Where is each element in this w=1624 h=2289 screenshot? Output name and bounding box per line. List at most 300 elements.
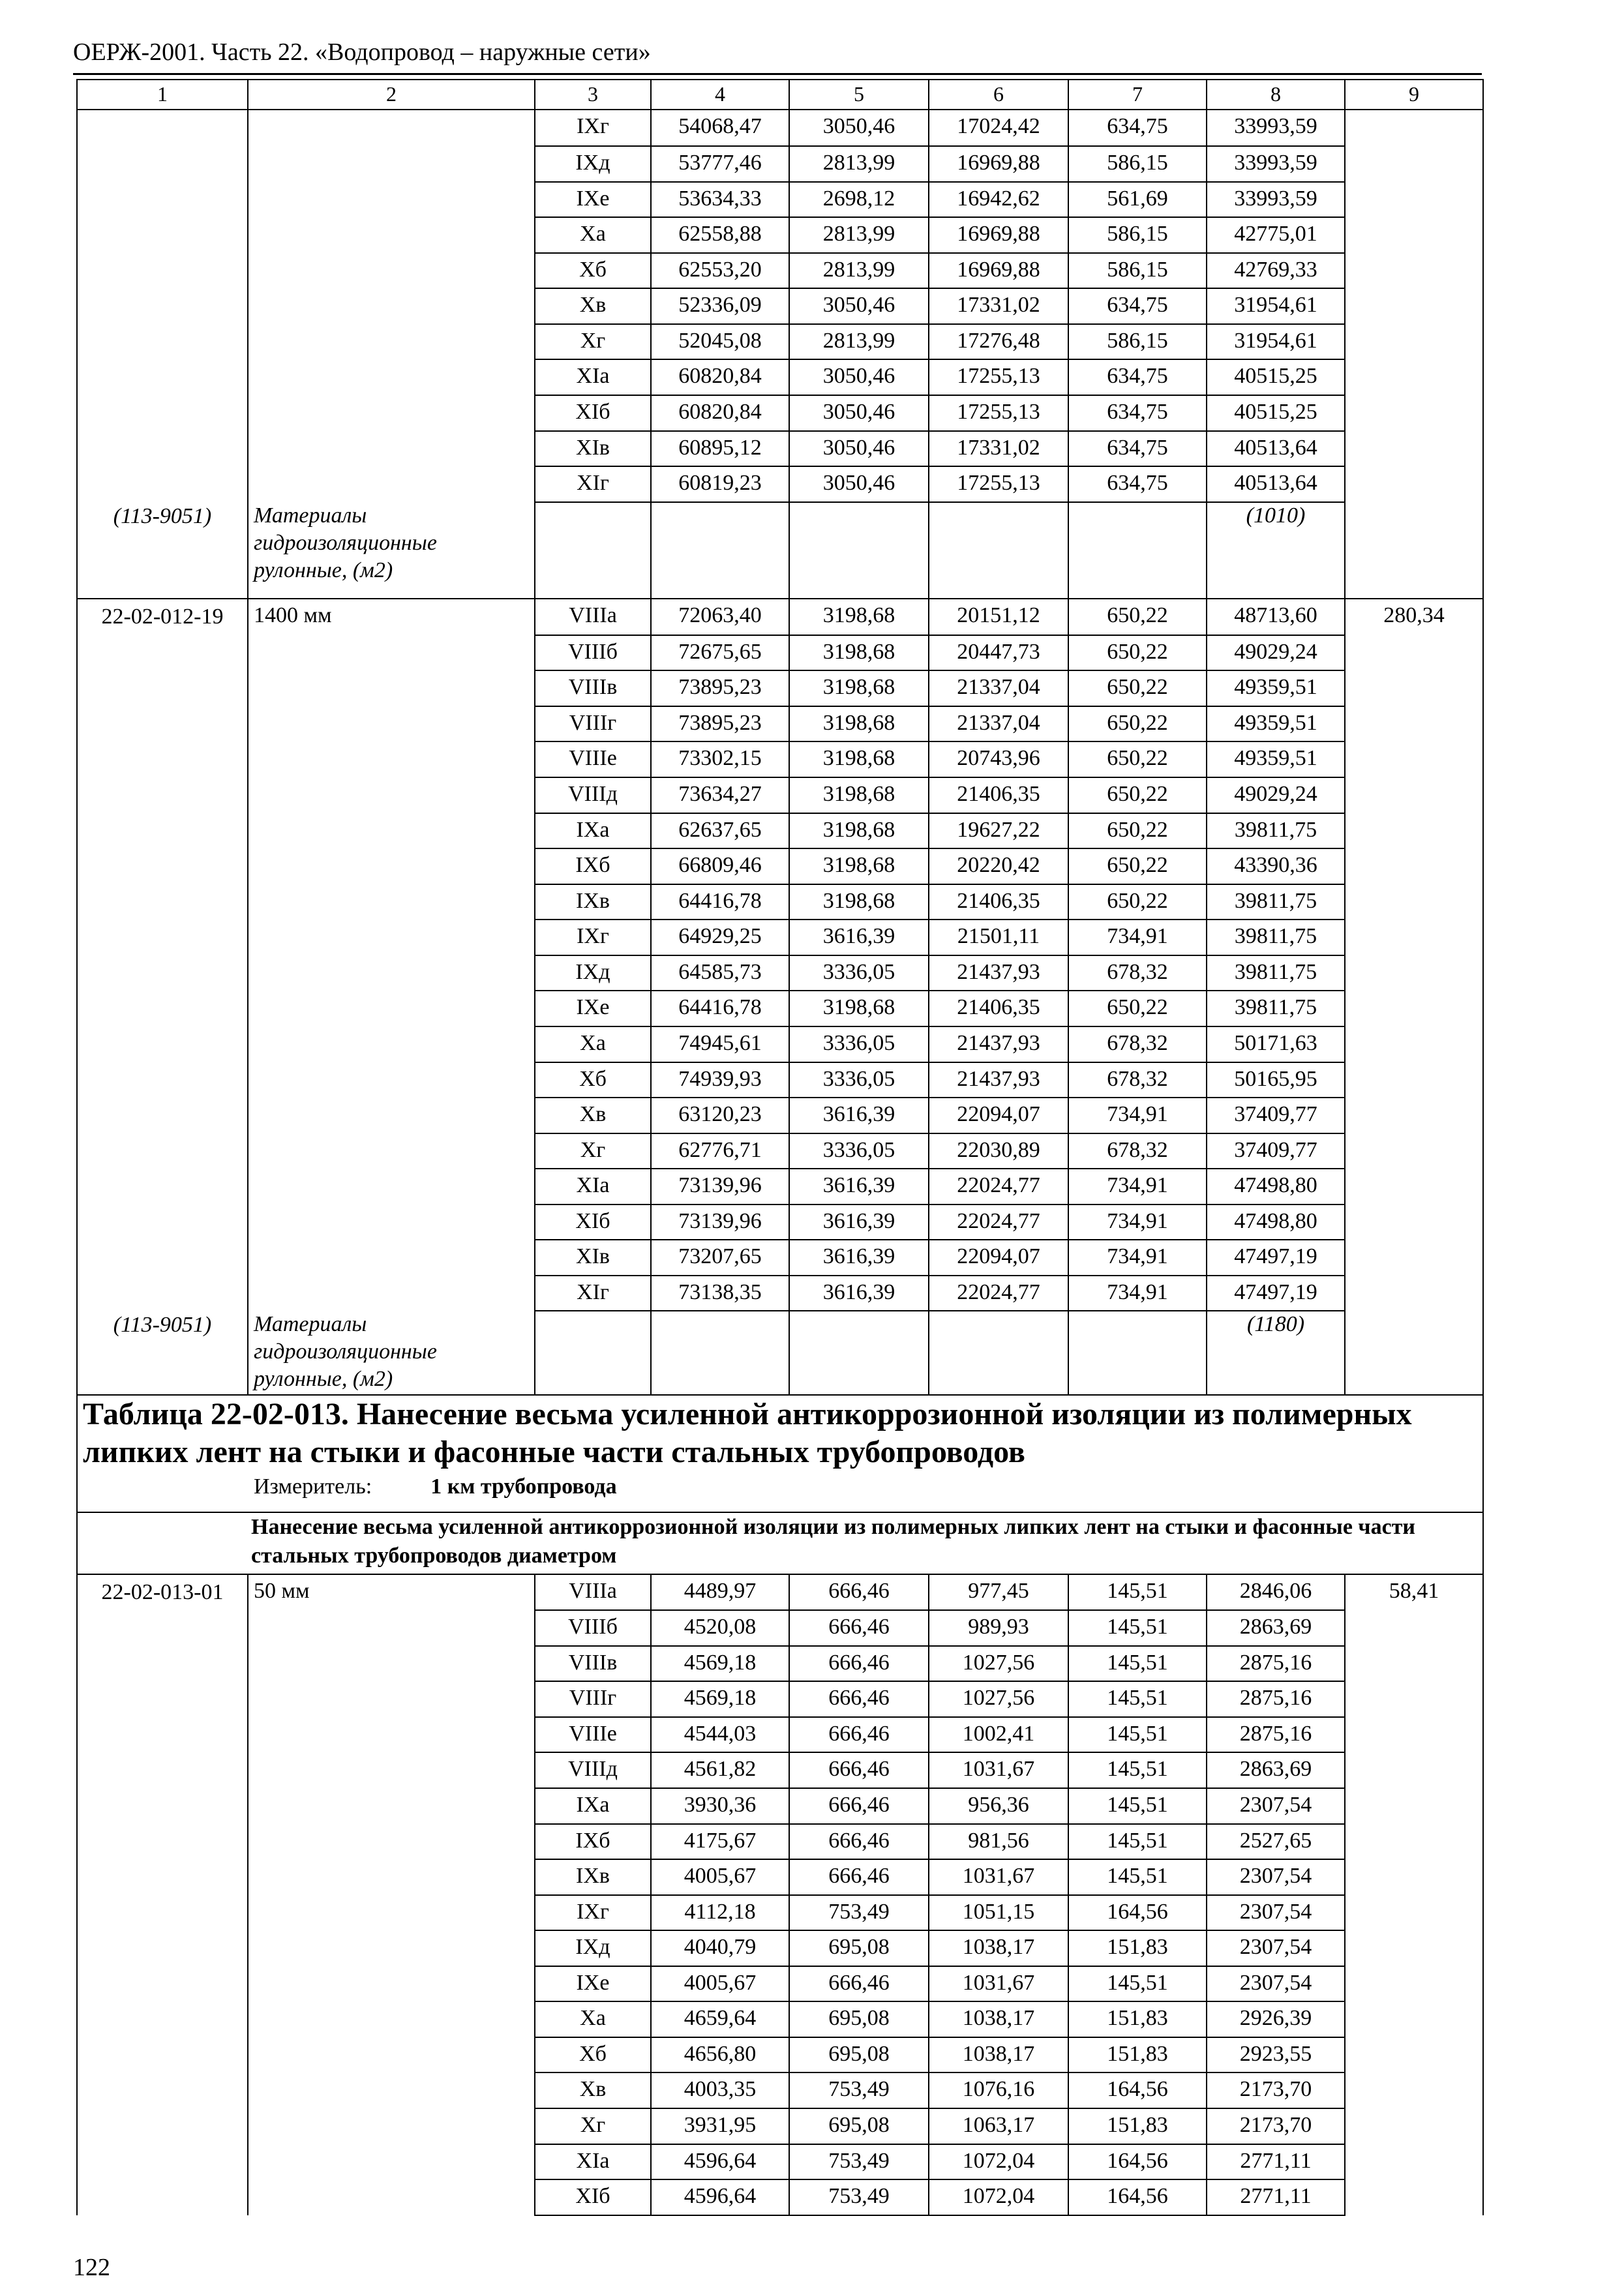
table-row: [77, 1098, 1483, 1133]
table-row: [77, 991, 1483, 1026]
value-cell: 31954,61: [1207, 324, 1345, 360]
table-cell: [248, 466, 535, 502]
table-cell: [77, 1610, 248, 1646]
table-cell: [248, 1930, 535, 1966]
table-cell: [1345, 146, 1483, 182]
value-cell: 40515,25: [1207, 395, 1345, 431]
value-cell: 4659,64: [651, 2001, 789, 2037]
value-cell: 734,91: [1068, 920, 1207, 955]
table-row: [77, 2072, 1483, 2108]
table-cell: [248, 1752, 535, 1788]
table-cell: [248, 670, 535, 706]
unit-value: 1 км трубопровода: [430, 1474, 617, 1499]
value-cell: 21406,35: [929, 991, 1068, 1026]
table-cell: [1345, 2037, 1483, 2073]
value-cell: 1031,67: [929, 1859, 1068, 1895]
table-cell: [77, 288, 248, 324]
table-cell: [77, 431, 248, 467]
value-cell: 21406,35: [929, 777, 1068, 813]
value-cell: 666,46: [789, 1966, 929, 2002]
table-cell: [1345, 2001, 1483, 2037]
table-cell: [1345, 1169, 1483, 1204]
table-cell: [1345, 288, 1483, 324]
table-cell: [1345, 1133, 1483, 1169]
value-cell: 53777,46: [651, 146, 789, 182]
table-cell: [77, 466, 248, 502]
table-cell: [77, 1752, 248, 1788]
zone-cell: VIIIе: [535, 741, 651, 777]
value-cell: 20220,42: [929, 848, 1068, 884]
page-header: ОЕРЖ-2001. Часть 22. «Водопровод – наружные сети»: [73, 38, 651, 66]
table-cell: [248, 955, 535, 991]
table-cell: [1345, 1062, 1483, 1098]
table-cell: [248, 2072, 535, 2108]
value-cell: 3198,68: [789, 813, 929, 849]
value-cell: 20447,73: [929, 635, 1068, 671]
table-cell: [77, 1276, 248, 1311]
value-cell: 666,46: [789, 1824, 929, 1860]
column-number: 3: [535, 80, 651, 110]
value-cell: 40513,64: [1207, 431, 1345, 467]
value-cell: 3616,39: [789, 1169, 929, 1204]
zone-cell: VIIIе: [535, 1717, 651, 1753]
value-cell: 4656,80: [651, 2037, 789, 2073]
value-cell: 734,91: [1068, 1240, 1207, 1276]
table-cell: [77, 1204, 248, 1240]
value-cell: 650,22: [1068, 884, 1207, 920]
table-cell: [77, 1098, 248, 1133]
material-code: (113-9051): [77, 502, 248, 599]
table-cell: [77, 182, 248, 218]
table-row: [77, 1610, 1483, 1646]
value-cell: 650,22: [1068, 599, 1207, 635]
value-cell: 66809,46: [651, 848, 789, 884]
value-cell: 16969,88: [929, 146, 1068, 182]
table-row: [77, 1859, 1483, 1895]
table-cell: [1345, 706, 1483, 742]
value-cell: 2771,11: [1207, 2179, 1345, 2215]
value-cell: 2813,99: [789, 253, 929, 289]
value-cell: 650,22: [1068, 777, 1207, 813]
table-cell: [77, 253, 248, 289]
table-row: [77, 635, 1483, 671]
table-row: [77, 599, 1483, 635]
material-name: Материалы гидроизоляционные рулонные, (м2): [248, 1311, 535, 1394]
zone-cell: IXе: [535, 991, 651, 1026]
value-cell: 74945,61: [651, 1026, 789, 1062]
value-cell: 3616,39: [789, 1240, 929, 1276]
table-row: [77, 1717, 1483, 1753]
value-cell: 2875,16: [1207, 1646, 1345, 1682]
value-cell: 60895,12: [651, 431, 789, 467]
value-cell: 3050,46: [789, 466, 929, 502]
table-cell: [248, 217, 535, 253]
zone-cell: Xг: [535, 1133, 651, 1169]
value-cell: 3930,36: [651, 1788, 789, 1824]
section-title-cell: [77, 1395, 1483, 1512]
zone-cell: IXв: [535, 884, 651, 920]
zone-cell: XIв: [535, 1240, 651, 1276]
value-cell: 37409,77: [1207, 1133, 1345, 1169]
value-cell: 2926,39: [1207, 2001, 1345, 2037]
value-cell: 33993,59: [1207, 146, 1345, 182]
value-cell: 3198,68: [789, 635, 929, 671]
table-row: [77, 1169, 1483, 1204]
table-cell: [1345, 670, 1483, 706]
table-row: [77, 2001, 1483, 2037]
zone-cell: Xв: [535, 1098, 651, 1133]
value-cell: 33993,59: [1207, 110, 1345, 146]
material-code: (113-9051): [77, 1311, 248, 1394]
value-cell: 21501,11: [929, 920, 1068, 955]
value-cell: 17331,02: [929, 288, 1068, 324]
value-cell: 39811,75: [1207, 813, 1345, 849]
value-cell: 666,46: [789, 1610, 929, 1646]
value-cell: 60820,84: [651, 359, 789, 395]
value-cell: 2875,16: [1207, 1681, 1345, 1717]
value-cell: 2923,55: [1207, 2037, 1345, 2073]
value-cell: 1038,17: [929, 2001, 1068, 2037]
value-cell: 4520,08: [651, 1610, 789, 1646]
value-cell: 650,22: [1068, 635, 1207, 671]
table-row: [77, 1062, 1483, 1098]
value-cell: 1038,17: [929, 2037, 1068, 2073]
zone-cell: VIIIд: [535, 777, 651, 813]
table-cell: [248, 1098, 535, 1133]
zone-cell: IXв: [535, 1859, 651, 1895]
value-cell: 753,49: [789, 1895, 929, 1931]
table-row: [77, 670, 1483, 706]
value-cell: 3336,05: [789, 1062, 929, 1098]
zone-cell: VIIIд: [535, 1752, 651, 1788]
zone-cell: IXг: [535, 920, 651, 955]
value-cell: 1072,04: [929, 2179, 1068, 2215]
table-cell: [1345, 1240, 1483, 1276]
table-row: [77, 884, 1483, 920]
zone-cell: VIIIб: [535, 1610, 651, 1646]
zone-cell: Xа: [535, 217, 651, 253]
table-cell: [248, 1240, 535, 1276]
value-cell: 73634,27: [651, 777, 789, 813]
table-cell: [248, 1026, 535, 1062]
value-cell: 42769,33: [1207, 253, 1345, 289]
material-name: Материалы гидроизоляционные рулонные, (м2): [248, 502, 535, 599]
table-cell: [77, 635, 248, 671]
zone-cell: Xб: [535, 2037, 651, 2073]
value-cell: 634,75: [1068, 431, 1207, 467]
value-cell: 60820,84: [651, 395, 789, 431]
table-cell: [535, 502, 651, 599]
value-cell: 39811,75: [1207, 955, 1345, 991]
value-cell: 695,08: [789, 2001, 929, 2037]
value-cell: 678,32: [1068, 1133, 1207, 1169]
table-row: [77, 288, 1483, 324]
value-cell: 40513,64: [1207, 466, 1345, 502]
value-cell: 37409,77: [1207, 1098, 1345, 1133]
value-cell: 734,91: [1068, 1169, 1207, 1204]
zone-cell: Xг: [535, 324, 651, 360]
zone-cell: Xв: [535, 2072, 651, 2108]
value-cell: 145,51: [1068, 1681, 1207, 1717]
table-cell: [248, 1681, 535, 1717]
table-cell: [248, 1276, 535, 1311]
table-cell: [1345, 1752, 1483, 1788]
table-cell: [248, 2179, 535, 2215]
value-cell: 1027,56: [929, 1646, 1068, 1682]
value-cell: 47497,19: [1207, 1240, 1345, 1276]
table-cell: [1345, 635, 1483, 671]
value-cell: 666,46: [789, 1788, 929, 1824]
table-cell: [1345, 253, 1483, 289]
value-cell: 62558,88: [651, 217, 789, 253]
value-cell: 586,15: [1068, 217, 1207, 253]
value-cell: 2771,11: [1207, 2144, 1345, 2180]
zone-cell: IXб: [535, 1824, 651, 1860]
column-number: 6: [929, 80, 1068, 110]
zone-cell: IXд: [535, 146, 651, 182]
value-cell: 62553,20: [651, 253, 789, 289]
value-cell: 52336,09: [651, 288, 789, 324]
table-row: [77, 848, 1483, 884]
table-cell: [77, 813, 248, 849]
value-cell: 3931,95: [651, 2108, 789, 2144]
value-cell: 16942,62: [929, 182, 1068, 218]
value-cell: 2307,54: [1207, 1788, 1345, 1824]
table-cell: [248, 2001, 535, 2037]
table-cell: [77, 1646, 248, 1682]
value-cell: 63120,23: [651, 1098, 789, 1133]
value-cell: 49359,51: [1207, 670, 1345, 706]
table-cell: [77, 1824, 248, 1860]
value-cell: 22094,07: [929, 1240, 1068, 1276]
value-cell: 3336,05: [789, 955, 929, 991]
zone-cell: Xб: [535, 1062, 651, 1098]
zone-cell: XIб: [535, 2179, 651, 2215]
value-cell: 1027,56: [929, 1681, 1068, 1717]
table-cell: [248, 2108, 535, 2144]
value-cell: 145,51: [1068, 1610, 1207, 1646]
value-cell: 4569,18: [651, 1646, 789, 1682]
value-cell: 17255,13: [929, 359, 1068, 395]
table-cell: [651, 1311, 789, 1394]
value-cell: 73207,65: [651, 1240, 789, 1276]
value-cell: 164,56: [1068, 2072, 1207, 2108]
table-row: [77, 1646, 1483, 1682]
table-row: [77, 146, 1483, 182]
value-cell: 4005,67: [651, 1966, 789, 2002]
table-cell: [1345, 359, 1483, 395]
zone-cell: VIIIа: [535, 1574, 651, 1611]
table-row: [77, 395, 1483, 431]
table-cell: [1345, 2144, 1483, 2180]
table-cell: [1068, 502, 1207, 599]
value-cell: 49359,51: [1207, 706, 1345, 742]
value-cell: 650,22: [1068, 991, 1207, 1026]
value-cell: 22024,77: [929, 1276, 1068, 1311]
value-cell: 17255,13: [929, 466, 1068, 502]
table-cell: [77, 2072, 248, 2108]
table-cell: [1345, 1859, 1483, 1895]
table-cell: [77, 217, 248, 253]
table-cell: [248, 1895, 535, 1931]
value-cell: 1031,67: [929, 1966, 1068, 2002]
table-cell: [1345, 431, 1483, 467]
labor-cost: 280,34: [1345, 599, 1483, 635]
rate-name: 50 мм: [248, 1574, 535, 1611]
value-cell: 2863,69: [1207, 1752, 1345, 1788]
table-cell: [1345, 1204, 1483, 1240]
value-cell: 4112,18: [651, 1895, 789, 1931]
value-cell: 73302,15: [651, 741, 789, 777]
zone-cell: IXе: [535, 182, 651, 218]
table-cell: [77, 1681, 248, 1717]
value-cell: 4489,97: [651, 1574, 789, 1611]
table-cell: [789, 1311, 929, 1394]
table-cell: [248, 1204, 535, 1240]
table-cell: [77, 2001, 248, 2037]
table-cell: [77, 991, 248, 1026]
table-row: [77, 2179, 1483, 2215]
material-row: [77, 1311, 1483, 1394]
value-cell: 634,75: [1068, 359, 1207, 395]
value-cell: 1063,17: [929, 2108, 1068, 2144]
table-row: [77, 706, 1483, 742]
table-cell: [248, 706, 535, 742]
table-cell: [77, 146, 248, 182]
value-cell: 145,51: [1068, 1574, 1207, 1611]
value-cell: 60819,23: [651, 466, 789, 502]
table-cell: [248, 1859, 535, 1895]
header-rule: [73, 73, 1482, 75]
value-cell: 586,15: [1068, 324, 1207, 360]
table-row: [77, 1966, 1483, 2002]
value-cell: 3050,46: [789, 395, 929, 431]
value-cell: 3050,46: [789, 288, 929, 324]
value-cell: 2875,16: [1207, 1717, 1345, 1753]
table-cell: [77, 2144, 248, 2180]
table-cell: [248, 1646, 535, 1682]
zone-cell: VIIIг: [535, 706, 651, 742]
zone-cell: XIг: [535, 1276, 651, 1311]
zone-cell: IXб: [535, 848, 651, 884]
value-cell: 47498,80: [1207, 1169, 1345, 1204]
value-cell: 49029,24: [1207, 635, 1345, 671]
value-cell: 753,49: [789, 2144, 929, 2180]
table-row: [77, 217, 1483, 253]
value-cell: 2307,54: [1207, 1930, 1345, 1966]
value-cell: 3198,68: [789, 884, 929, 920]
value-cell: 2173,70: [1207, 2072, 1345, 2108]
value-cell: 989,93: [929, 1610, 1068, 1646]
value-cell: 21337,04: [929, 670, 1068, 706]
value-cell: 4005,67: [651, 1859, 789, 1895]
value-cell: 22094,07: [929, 1098, 1068, 1133]
value-cell: 4175,67: [651, 1824, 789, 1860]
table-cell: [248, 848, 535, 884]
value-cell: 981,56: [929, 1824, 1068, 1860]
value-cell: 650,22: [1068, 706, 1207, 742]
value-cell: 977,45: [929, 1574, 1068, 1611]
value-cell: 1076,16: [929, 2072, 1068, 2108]
value-cell: 62637,65: [651, 813, 789, 849]
value-cell: 17276,48: [929, 324, 1068, 360]
value-cell: 666,46: [789, 1717, 929, 1753]
zone-cell: IXг: [535, 110, 651, 146]
zone-cell: IXд: [535, 1930, 651, 1966]
table-cell: [77, 1169, 248, 1204]
table-cell: [77, 1240, 248, 1276]
value-cell: 40515,25: [1207, 359, 1345, 395]
table-cell: [248, 146, 535, 182]
table-cell: [1345, 1824, 1483, 1860]
value-cell: 73895,23: [651, 706, 789, 742]
table-cell: [1345, 920, 1483, 955]
zone-cell: XIб: [535, 1204, 651, 1240]
table-cell: [1345, 991, 1483, 1026]
value-cell: 4596,64: [651, 2179, 789, 2215]
value-cell: 145,51: [1068, 1966, 1207, 2002]
value-cell: 73895,23: [651, 670, 789, 706]
value-cell: 734,91: [1068, 1276, 1207, 1311]
table-cell: [1345, 955, 1483, 991]
table-cell: [77, 359, 248, 395]
value-cell: 634,75: [1068, 110, 1207, 146]
value-cell: 16969,88: [929, 217, 1068, 253]
section-title: Таблица 22-02-013. Нанесение весьма усиленной антикоррозионной изоляции из полимерных липких лент на стыки и фасонные части стальных трубопроводов: [83, 1396, 1412, 1469]
column-number: 2: [248, 80, 535, 110]
table-cell: [1345, 1646, 1483, 1682]
table-cell: [248, 741, 535, 777]
table-cell: [248, 1133, 535, 1169]
table-row: [77, 1574, 1483, 1611]
subsection-row: [77, 1512, 1483, 1574]
table-cell: [1345, 1788, 1483, 1824]
value-cell: 22030,89: [929, 1133, 1068, 1169]
value-cell: 2813,99: [789, 324, 929, 360]
value-cell: 151,83: [1068, 2037, 1207, 2073]
table-cell: [1068, 1311, 1207, 1394]
value-cell: 64416,78: [651, 991, 789, 1026]
zone-cell: Xв: [535, 288, 651, 324]
table-row: [77, 955, 1483, 991]
table-cell: [77, 2037, 248, 2073]
value-cell: 164,56: [1068, 2179, 1207, 2215]
table-row: [77, 920, 1483, 955]
table-cell: [1345, 2108, 1483, 2144]
table-cell: [77, 1895, 248, 1931]
value-cell: 20743,96: [929, 741, 1068, 777]
zone-cell: VIIIг: [535, 1681, 651, 1717]
table-cell: [248, 182, 535, 218]
table-row: [77, 324, 1483, 360]
value-cell: 753,49: [789, 2179, 929, 2215]
value-cell: 666,46: [789, 1752, 929, 1788]
table-cell: [77, 777, 248, 813]
rate-code: 22-02-013-01: [77, 1574, 248, 1611]
value-cell: 64585,73: [651, 955, 789, 991]
value-cell: 20151,12: [929, 599, 1068, 635]
value-cell: 666,46: [789, 1646, 929, 1682]
value-cell: 3198,68: [789, 706, 929, 742]
zone-cell: IXе: [535, 1966, 651, 2002]
value-cell: 145,51: [1068, 1788, 1207, 1824]
value-cell: 753,49: [789, 2072, 929, 2108]
value-cell: 3336,05: [789, 1026, 929, 1062]
table-row: [77, 1204, 1483, 1240]
value-cell: 43390,36: [1207, 848, 1345, 884]
value-cell: 3198,68: [789, 777, 929, 813]
table-cell: [248, 431, 535, 467]
